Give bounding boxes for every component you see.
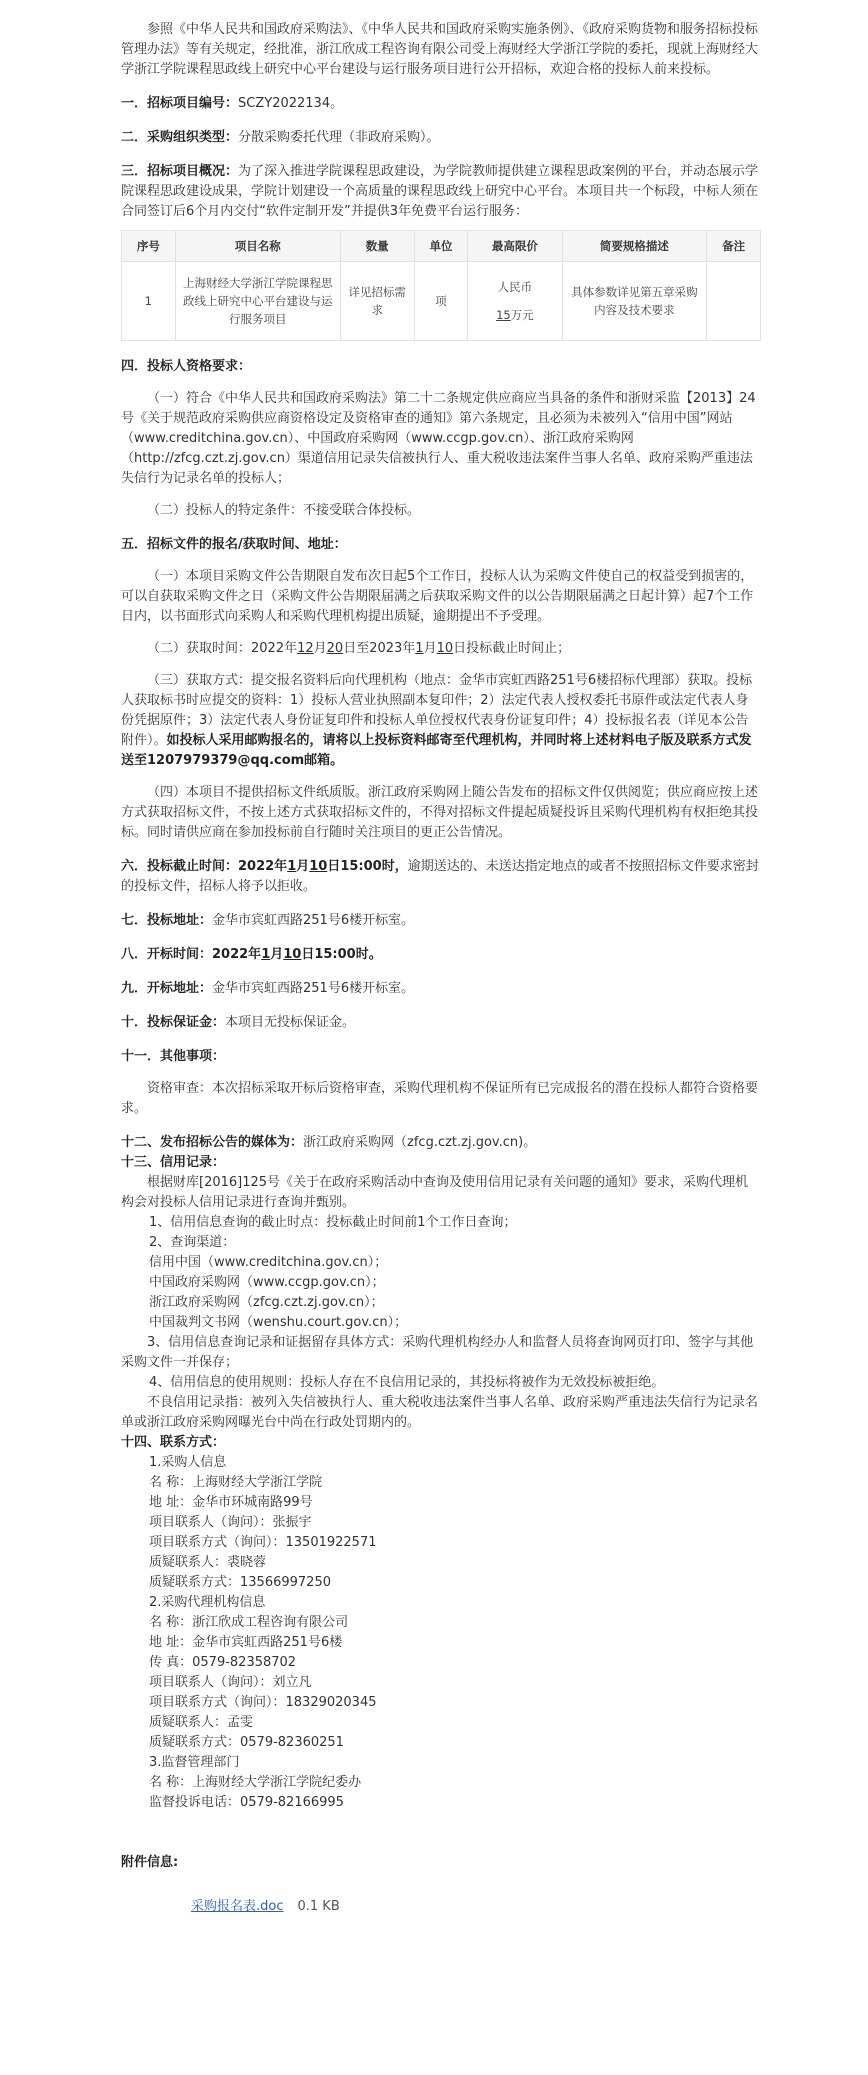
section-project-number: 一．招标项目编号：SCZY2022134。 (121, 96, 344, 111)
contact-line: 1.采购人信息 (149, 1455, 227, 1470)
cell-unit: 项 (414, 262, 468, 341)
section-13-title: 十三、信用记录： (121, 1155, 226, 1170)
attachment-item (121, 1897, 761, 1917)
section-10: 十．投标保证金：本项目无投标保证金。 (121, 1015, 356, 1030)
section-4-title: 四．投标人资格要求： (121, 359, 252, 374)
cell-desc: 具体参数详见第五章采购内容及技术要求 (562, 262, 707, 341)
contact-line: 质疑联系人：孟雯 (149, 1715, 254, 1730)
section-11-title: 十一．其他事项： (121, 1049, 226, 1064)
table-row (122, 262, 761, 341)
table-header-row (122, 231, 761, 262)
contact-line: 项目联系人（询问）：张振宇 (149, 1515, 312, 1530)
attachment-link[interactable]: 采购报名表.doc (191, 1899, 284, 1914)
section-procurement-type: 二．采购组织类型：分散采购委托代理（非政府采购）。 (121, 130, 440, 145)
section-13-c3: 浙江政府采购网（zfcg.czt.zj.gov.cn）； (149, 1295, 384, 1310)
section-12: 十二、发布招标公告的媒体为：浙江政府采购网（zfcg.czt.zj.gov.cn)。 (121, 1135, 537, 1150)
section-5-p1: （一）本项目采购文件公告期限自发布次日起5个工作日，投标人认为采购文件使自己的权益受到损害的，可以自获取采购文件之日（采购文件公告期限届满之后获取采购文件的以公告期限届满之日起计算）起7个工作日内，以书面形式向采购人和采购代理机构提出质疑，逾期提出不予受理。 (121, 569, 754, 624)
section-11-p1: 资格审查：本次招标采取开标后资格审查，采购代理机构不保证所有已完成报名的潜在投标人都符合资格要求。 (121, 1081, 759, 1116)
section-13-c4: 中国裁判文书网（wenshu.court.gov.cn）； (149, 1315, 408, 1330)
contact-line: 地 址：金华市环城南路99号 (149, 1495, 313, 1510)
th-qty: 数量 (340, 231, 414, 262)
attachment-title: 附件信息: (121, 1855, 179, 1870)
announcement-body (121, 20, 761, 1917)
contact-line: 名 称：上海财经大学浙江学院纪委办 (149, 1775, 362, 1790)
section-5-p4: （四）本项目不提供招标文件纸质版。浙江政府采购网上随公告发布的招标文件仅供阅览；供应商应按上述方式获取招标文件，不按上述方式获取招标文件的，不得对招标文件提起质疑投诉且采购代理机构有权拒绝其投标。同时请供应商在参加投标前自行随时关注项目的更正公告情况。 (121, 785, 759, 840)
section-13-l1: 1、信用信息查询的截止时点：投标截止时间前1个工作日查询； (149, 1215, 517, 1230)
intro-paragraph: 参照《中华人民共和国政府采购法》、《中华人民共和国政府采购实施条例》、《政府采购货物和服务招标投标管理办法》等有关规定，经批准，浙江欣成工程咨询有限公司受上海财经大学浙江学院的委托，现就上海财经大学浙江学院课程思政线上研究中心平台建设与运行服务项目进行公开招标，欢迎合格的投标人前来投标。 (121, 22, 759, 77)
section-7: 七．投标地址：金华市宾虹西路251号6楼开标室。 (121, 913, 415, 928)
contact-line: 项目联系人（询问）：刘立凡 (149, 1675, 312, 1690)
contact-line: 2.采购代理机构信息 (149, 1595, 266, 1610)
section-13-l3: 3、信用信息查询记录和证据留存具体方式：采购代理机构经办人和监督人员将查询网页打印、签字与其他采购文件一并保存； (121, 1335, 754, 1370)
contact-line: 3.监督管理部门 (149, 1755, 240, 1770)
contact-line: 名 称：上海财经大学浙江学院 (149, 1475, 323, 1490)
contact-line: 质疑联系方式：13566997250 (149, 1575, 331, 1590)
th-desc: 简要规格描述 (562, 231, 707, 262)
cell-name: 上海财经大学浙江学院课程思政线上研究中心平台建设与运行服务项目 (175, 262, 340, 341)
attachment-size: 0.1 KB (297, 1899, 340, 1914)
section-13 (121, 1153, 761, 1433)
contact-line: 名 称：浙江欣成工程咨询有限公司 (149, 1615, 349, 1630)
th-no: 序号 (122, 231, 176, 262)
section-project-overview: 三．招标项目概况：为了深入推进学院课程思政建设，为学院教师提供建立课程思政案例的平台，并动态展示学院课程思政建设成果，学院计划建设一个高质量的课程思政线上研究中心平台。本项目共一个标段，中标人须在合同签订后6个月内交付“软件定制开发”并提供3年免费平台运行服务： (121, 164, 759, 219)
cell-note (707, 262, 761, 341)
section-5-title: 五．招标文件的报名/获取时间、地址： (121, 537, 347, 552)
section-13-c1: 信用中国（www.creditchina.gov.cn）； (149, 1255, 388, 1270)
th-unit: 单位 (414, 231, 468, 262)
section-13-l4: 4、信用信息的使用规则：投标人存在不良信用记录的，其投标将被作为无效投标被拒绝。 (149, 1375, 665, 1390)
section-5-p3: （三）获取方式：提交报名资料后向代理机构（地点：金华市宾虹西路251号6楼招标代理部）获取。投标人获取标书时应提交的资料：1）投标人营业执照副本复印件；2）法定代表人授权委托书原件或法定代表人身份凭据原件；3）法定代表人身份证复印件和投标人单位授权代表身份证复印件；4）投标报名表（详见本公告附件）。如投标人采用邮购报名的，请将以上投标资料邮寄至代理机构，并同时将上述材料电子版及联系方式发送至1207979379@qq.com邮箱。 (121, 673, 753, 768)
cell-price: 人民币 15万元 (468, 262, 562, 341)
contact-line: 质疑联系方式：0579-82360251 (149, 1735, 344, 1750)
contact-line: 地 址：金华市宾虹西路251号6楼 (149, 1635, 343, 1650)
contact-line: 项目联系方式（询问）：13501922571 (149, 1535, 377, 1550)
section-13-p1: 根据财库[2016]125号《关于在政府采购活动中查询及使用信用记录有关问题的通知》要求，采购代理机构会对投标人信用记录进行查询并甄别。 (121, 1175, 749, 1210)
cell-no: 1 (122, 262, 176, 341)
contact-line: 项目联系方式（询问）：18329020345 (149, 1695, 377, 1710)
section-8: 八．开标时间：2022年1月10日15:00时。 (121, 947, 382, 962)
section-14 (121, 1433, 761, 1813)
cell-qty: 详见招标需求 (340, 262, 414, 341)
th-note: 备注 (707, 231, 761, 262)
section-13-c2: 中国政府采购网（www.ccgp.gov.cn）； (149, 1275, 385, 1290)
contact-line: 监督投诉电话：0579-82166995 (149, 1795, 344, 1810)
section-4-p1: （一）符合《中华人民共和国政府采购法》第二十二条规定供应商应当具备的条件和浙财采监【2013】24号《关于规范政府采购供应商资格设定及资格审查的通知》第六条规定，且必须为未被列入“信用中国”网站（www.creditchina.gov.cn）、中国政府采购网（www.ccgp.gov.cn）、浙江政府采购网（http://zfcg.czt.zj.gov.cn）渠道信用记录失信被执行人、重大税收违法案件当事人名单、政府采购严重违法失信行为记录名单的投标人； (121, 391, 756, 486)
th-name: 项目名称 (175, 231, 340, 262)
project-table (121, 230, 761, 341)
section-13-l5: 不良信用记录指：被列入失信被执行人、重大税收违法案件当事人名单、政府采购严重违法失信行为记录名单或浙江政府采购网曝光台中尚在行政处罚期内的。 (121, 1395, 759, 1430)
contact-line: 质疑联系人：裘晓蓉 (149, 1555, 267, 1570)
section-5-p2: （二）获取时间：2022年12月20日至2023年1月10日投标截止时间止； (147, 641, 571, 656)
section-6: 六．投标截止时间：2022年1月10日15:00时，逾期送达的、未送达指定地点的或者不按照招标文件要求密封的投标文件，招标人将予以拒收。 (121, 859, 759, 894)
th-price: 最高限价 (468, 231, 562, 262)
section-9: 九．开标地址：金华市宾虹西路251号6楼开标室。 (121, 981, 415, 996)
contact-line: 传 真：0579-82358702 (149, 1655, 297, 1670)
section-13-l2: 2、查询渠道： (149, 1235, 236, 1250)
section-4-p2: （二）投标人的特定条件：不接受联合体投标。 (147, 503, 421, 518)
section-14-title: 十四、联系方式： (121, 1435, 226, 1450)
